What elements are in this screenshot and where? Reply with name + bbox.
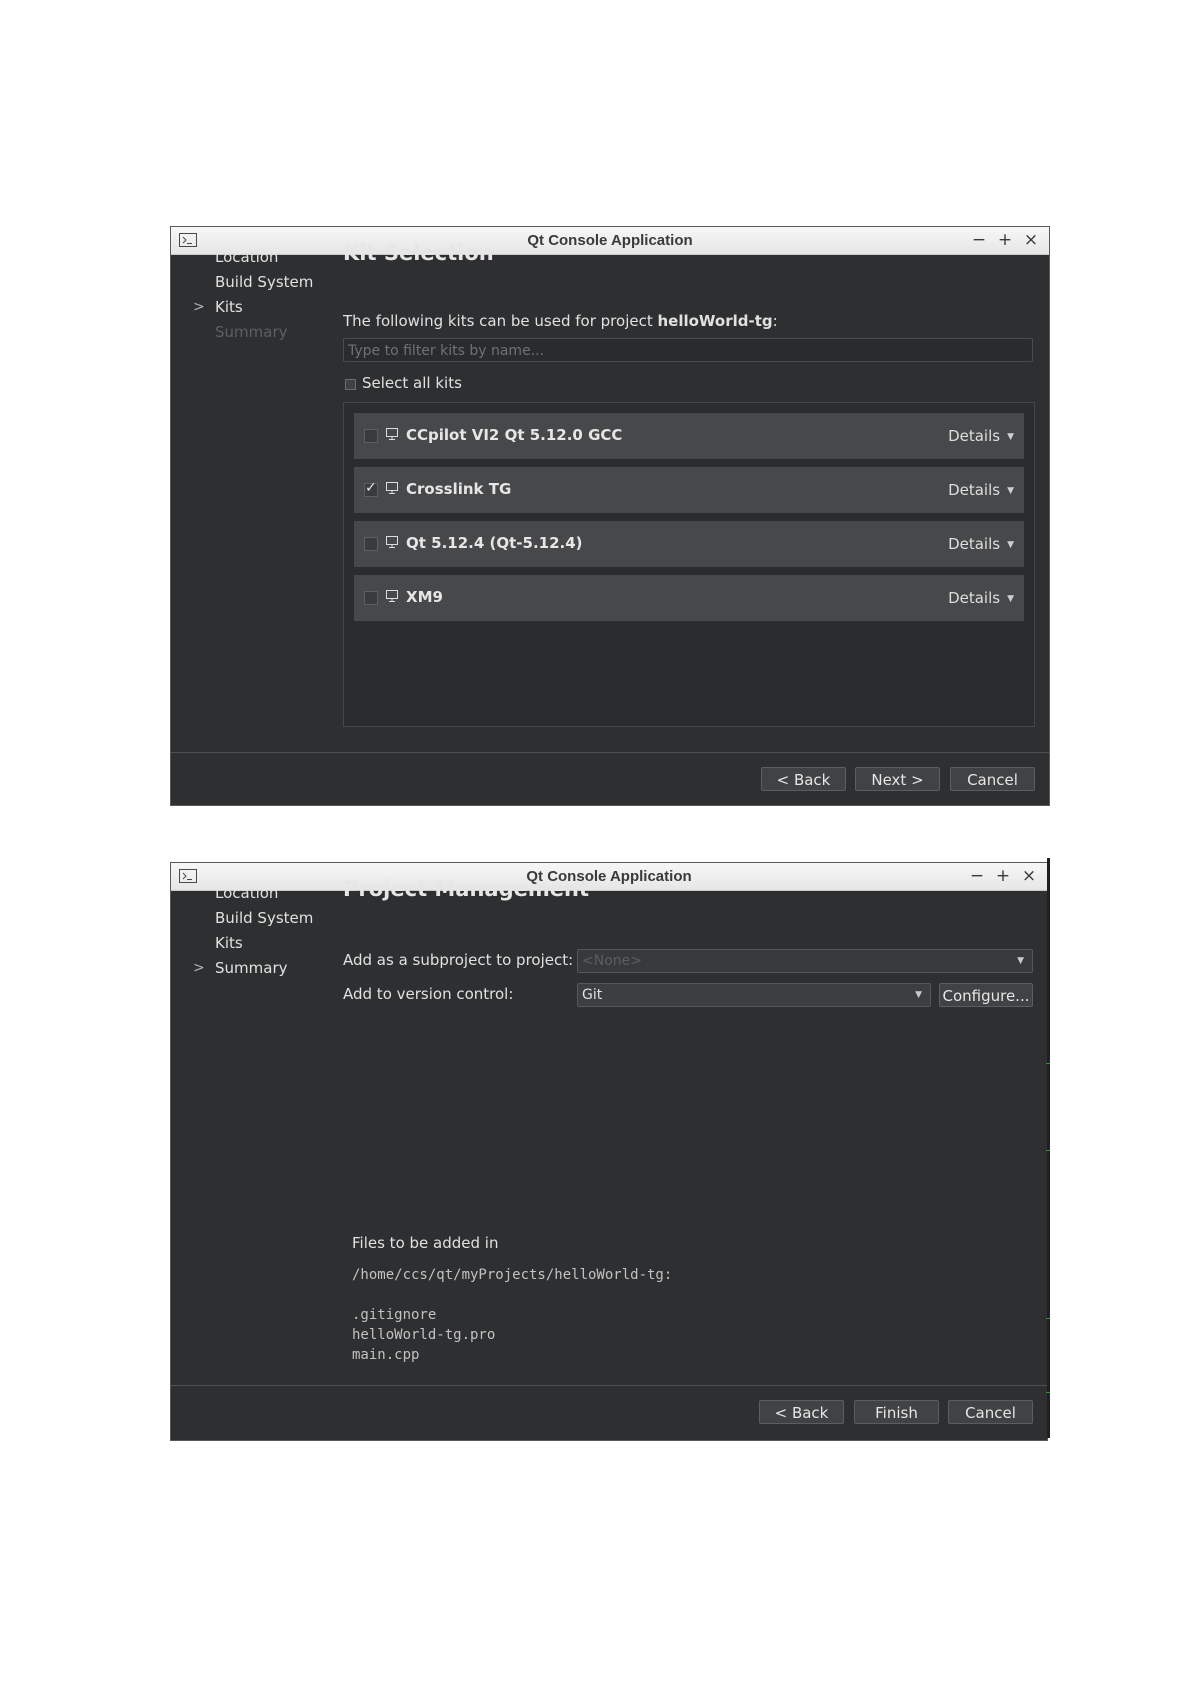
maximize-icon[interactable]: + <box>995 866 1011 886</box>
kit-details-button[interactable] <box>948 427 1014 445</box>
kit-row[interactable] <box>354 575 1024 621</box>
back-button[interactable]: < Back <box>761 767 846 791</box>
window-title: Qt Console Application <box>527 232 693 249</box>
kits-intro <box>343 312 778 330</box>
select-all-label: Select all kits <box>362 374 462 392</box>
finish-button[interactable]: Finish <box>854 1400 939 1424</box>
kits-list <box>343 402 1035 727</box>
monitor-icon <box>385 481 399 495</box>
subproject-label: Add as a subproject to project: <box>343 951 574 969</box>
select-all-checkbox[interactable] <box>345 379 356 390</box>
details-label: Details <box>948 589 1001 607</box>
kit-row[interactable] <box>354 467 1024 513</box>
next-button[interactable]: Next > <box>855 767 940 791</box>
intro-text: The following kits can be used for project <box>343 312 658 330</box>
kit-filter-input[interactable]: Type to filter kits by name... <box>343 338 1033 362</box>
file-item: main.cpp <box>352 1347 420 1363</box>
page-title: Project Management <box>343 877 589 901</box>
footer-divider <box>171 752 1049 753</box>
details-label: Details <box>948 481 1001 499</box>
subproject-select <box>577 949 1033 973</box>
caret-down-icon: ▼ <box>1007 540 1014 550</box>
details-label: Details <box>948 427 1001 445</box>
monitor-icon <box>385 589 399 603</box>
cancel-button[interactable]: Cancel <box>950 767 1035 791</box>
nav-item-location: Location <box>215 884 279 902</box>
nav-item-label: Kits <box>215 298 243 316</box>
minimize-icon[interactable]: − <box>971 230 987 250</box>
kit-row[interactable] <box>354 521 1024 567</box>
details-label: Details <box>948 535 1001 553</box>
cancel-button[interactable]: Cancel <box>948 1400 1033 1424</box>
close-icon[interactable]: × <box>1023 230 1039 250</box>
chevron-right-icon: > <box>193 960 205 976</box>
page-title: Kit Selection <box>343 241 494 265</box>
vcs-label: Add to version control: <box>343 985 514 1003</box>
edge-marker <box>1046 1318 1050 1319</box>
project-name: helloWorld-tg <box>657 312 773 330</box>
maximize-icon[interactable]: + <box>997 230 1013 250</box>
background-window-edge <box>1047 858 1050 1438</box>
nav-item-summary <box>193 956 313 981</box>
vcs-select[interactable] <box>577 983 931 1007</box>
wizard-nav <box>193 881 314 981</box>
kit-details-button[interactable] <box>948 535 1014 553</box>
nav-item-location: Location <box>215 248 279 266</box>
kit-details-button[interactable] <box>948 481 1014 499</box>
kit-details-button[interactable] <box>948 589 1014 607</box>
minimize-icon[interactable]: − <box>969 866 985 886</box>
edge-marker <box>1046 1063 1050 1064</box>
footer-divider <box>171 1385 1047 1386</box>
monitor-icon <box>385 427 399 441</box>
edge-marker <box>1046 1150 1050 1151</box>
kit-checkbox[interactable] <box>364 429 378 443</box>
nav-item-summary: Summary <box>215 323 288 341</box>
window-title: Qt Console Application <box>526 868 692 885</box>
checkmark-icon: ✓ <box>365 480 377 496</box>
intro-suffix: : <box>772 312 778 330</box>
kit-name: XM9 <box>406 588 443 606</box>
monitor-icon <box>385 535 399 549</box>
kit-checkbox[interactable] <box>364 591 378 605</box>
project-management-dialog <box>170 862 1048 1441</box>
nav-item-build-system: Build System <box>215 909 314 927</box>
nav-item-label: Summary <box>215 959 288 977</box>
caret-down-icon: ▼ <box>1007 432 1014 442</box>
kit-checkbox[interactable] <box>364 537 378 551</box>
caret-down-icon: ▼ <box>1007 486 1014 496</box>
subproject-value: <None> <box>582 953 642 969</box>
vcs-value: Git <box>582 987 603 1003</box>
kit-name: CCpilot VI2 Qt 5.12.0 GCC <box>406 426 623 444</box>
kit-name: Crosslink TG <box>406 480 512 498</box>
nav-item-build-system: Build System <box>215 273 314 291</box>
nav-item-kits <box>193 295 313 320</box>
file-item: helloWorld-tg.pro <box>352 1327 496 1343</box>
kit-name: Qt 5.12.4 (Qt-5.12.4) <box>406 534 583 552</box>
kit-row[interactable] <box>354 413 1024 459</box>
caret-down-icon: ▼ <box>1007 594 1014 604</box>
configure-button[interactable]: Configure... <box>939 983 1033 1007</box>
kit-selection-dialog <box>170 226 1050 806</box>
close-icon[interactable]: × <box>1021 866 1037 886</box>
back-button[interactable]: < Back <box>759 1400 844 1424</box>
caret-down-icon: ▼ <box>915 990 922 1000</box>
wizard-nav <box>193 245 314 345</box>
file-item: .gitignore <box>352 1307 437 1323</box>
nav-item-kits: Kits <box>215 934 243 952</box>
chevron-right-icon: > <box>193 299 205 315</box>
caret-down-icon: ▼ <box>1017 956 1024 966</box>
edge-marker <box>1046 1392 1050 1393</box>
files-path: /home/ccs/qt/myProjects/helloWorld-tg: <box>352 1267 673 1283</box>
files-heading: Files to be added in <box>352 1234 499 1252</box>
